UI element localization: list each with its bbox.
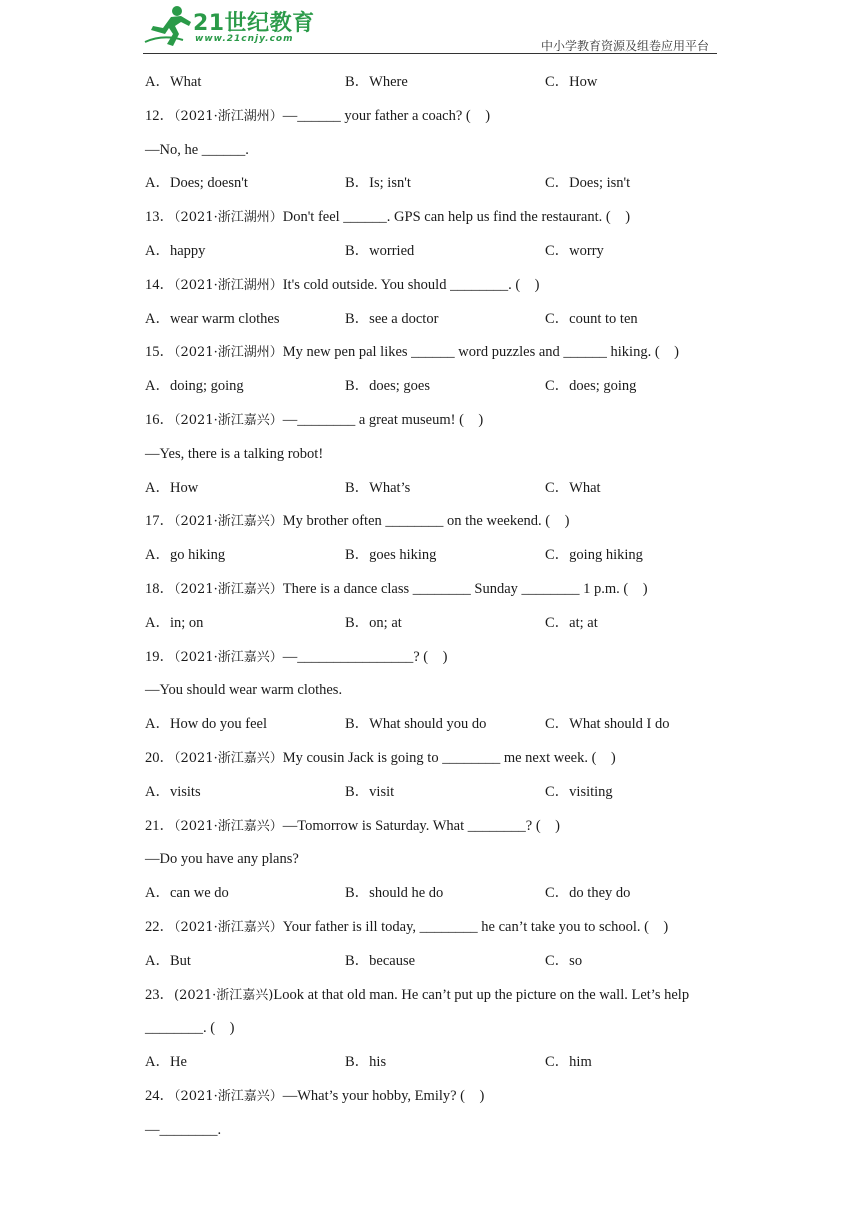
question-stem: [145, 577, 725, 611]
question-number: 17．: [145, 513, 174, 530]
answer-options: [145, 1050, 725, 1084]
question-text: Don't feel ______. GPS can help us find the restaurant. ( ): [282, 209, 631, 226]
dialogue-line: [145, 847, 725, 881]
option-b: B．visit: [345, 783, 395, 800]
logo-url: www.21cnjy.com: [195, 34, 294, 44]
option-c: C．him: [545, 1054, 592, 1071]
answer-options: [145, 239, 725, 273]
dialogue-text: —You should wear warm clothes.: [145, 682, 343, 699]
option-c: C．Does; isn't: [545, 175, 631, 192]
question-source: （2021·浙江湖州）: [174, 210, 283, 226]
question-stem: [145, 408, 725, 442]
dialogue-line: [145, 1016, 725, 1050]
question-source: （2021·浙江嘉兴）: [174, 581, 283, 597]
option-b: B．his: [345, 1054, 387, 1071]
option-c: C．worry: [545, 242, 604, 259]
question-number: 19．: [145, 648, 174, 665]
option-c: C．visiting: [545, 783, 613, 800]
dialogue-text: —Yes, there is a talking robot!: [145, 445, 324, 462]
question-text: —Tomorrow is Saturday. What ________? ( ): [282, 817, 560, 834]
option-b: B．goes hiking: [345, 547, 437, 564]
option-b: B．should he do: [345, 885, 444, 902]
dialogue-text: —Do you have any plans?: [145, 851, 299, 868]
question-list: [145, 70, 725, 1152]
option-c: C．do they do: [545, 885, 631, 902]
question-stem: [145, 983, 725, 1017]
answer-options: [145, 171, 725, 205]
option-a: A．He: [145, 1054, 187, 1071]
question-number: 21．: [145, 817, 174, 834]
header-divider: [143, 53, 717, 54]
question-text: My brother often ________ on the weekend. ( ): [282, 513, 570, 530]
question-number: 14．: [145, 276, 174, 293]
question-stem: [145, 915, 725, 949]
option-a: A．doing; going: [145, 378, 244, 395]
question-number: 22．: [145, 918, 174, 935]
question-number: 13．: [145, 209, 174, 226]
option-a: A．Does; doesn't: [145, 175, 248, 192]
option-a: A．How: [145, 479, 199, 496]
answer-options: [145, 70, 725, 104]
option-a: A．wear warm clothes: [145, 310, 280, 327]
logo-title: 21世纪教育: [193, 11, 315, 36]
question-number: 15．: [145, 344, 174, 361]
dialogue-text: ________. ( ): [145, 1020, 235, 1037]
runner-logo-icon: [143, 4, 195, 48]
dialogue-text: —No, he ______.: [145, 141, 249, 158]
question-source: （2021·浙江湖州）: [174, 345, 283, 361]
question-source: (2021·浙江嘉兴): [174, 987, 274, 1003]
option-b: B．Is; isn't: [345, 175, 411, 192]
question-stem: [145, 509, 725, 543]
question-source: （2021·浙江嘉兴）: [174, 412, 283, 428]
page-header: [143, 0, 717, 56]
answer-options: [145, 543, 725, 577]
logo: [143, 4, 318, 48]
question-source: （2021·浙江湖州）: [174, 108, 283, 124]
answer-options: [145, 611, 725, 645]
question-source: （2021·浙江嘉兴）: [174, 750, 283, 766]
option-b: B．on; at: [345, 614, 402, 631]
option-c: C．going hiking: [545, 547, 643, 564]
question-text: —________ a great museum! ( ): [282, 411, 484, 428]
question-stem: [145, 645, 725, 679]
option-a: A．happy: [145, 242, 206, 259]
option-b: B．What’s: [345, 479, 411, 496]
question-source: （2021·浙江嘉兴）: [174, 649, 283, 665]
platform-title: 中小学教育资源及组卷应用平台: [540, 39, 709, 53]
question-stem: [145, 814, 725, 848]
dialogue-line: [145, 1118, 725, 1152]
question-source: （2021·浙江嘉兴）: [174, 818, 283, 834]
question-text: —What’s your hobby, Emily? ( ): [282, 1087, 485, 1104]
dialogue-text: —________.: [145, 1121, 222, 1138]
option-c: C．at; at: [545, 614, 598, 631]
option-a: A．How do you feel: [145, 716, 268, 733]
option-a: A．can we do: [145, 885, 229, 902]
question-stem: [145, 340, 725, 374]
question-number: 24．: [145, 1087, 174, 1104]
question-text: —______ your father a coach? ( ): [282, 107, 491, 124]
question-stem: [145, 104, 725, 138]
option-a: A．in; on: [145, 614, 204, 631]
option-c: C．How: [545, 74, 598, 90]
question-text: Look at that old man. He can’t put up the picture on the wall. Let’s help: [273, 986, 690, 1003]
question-source: （2021·浙江湖州）: [174, 277, 283, 293]
question-stem: [145, 273, 725, 307]
question-text: —________________? ( ): [282, 648, 448, 665]
question-text: Your father is ill today, ________ he can’t take you to school. ( ): [282, 918, 669, 935]
option-c: C．so: [545, 952, 583, 969]
answer-options: [145, 374, 725, 408]
question-source: （2021·浙江嘉兴）: [174, 1088, 283, 1104]
option-c: C．does; going: [545, 378, 637, 395]
dialogue-line: [145, 138, 725, 172]
option-c: C．What: [545, 479, 601, 496]
answer-options: [145, 307, 725, 341]
answer-options: [145, 712, 725, 746]
question-source: （2021·浙江嘉兴）: [174, 919, 283, 935]
question-stem: [145, 1084, 725, 1118]
question-number: 18．: [145, 580, 174, 597]
question-number: 20．: [145, 749, 174, 766]
question-number: 16．: [145, 411, 174, 428]
option-a: A．What: [145, 74, 202, 90]
question-text: My cousin Jack is going to ________ me next week. ( ): [282, 749, 616, 766]
question-stem: [145, 205, 725, 239]
dialogue-line: [145, 678, 725, 712]
answer-options: [145, 780, 725, 814]
option-a: A．visits: [145, 783, 201, 800]
question-stem: [145, 746, 725, 780]
option-b: B．worried: [345, 242, 415, 259]
question-number: 12．: [145, 107, 174, 124]
option-a: A．go hiking: [145, 547, 226, 564]
answer-options: [145, 881, 725, 915]
option-b: B．because: [345, 952, 416, 969]
question-text: It's cold outside. You should ________. ( ): [282, 276, 540, 293]
dialogue-line: [145, 442, 725, 476]
question-text: My new pen pal likes ______ word puzzles and ______ hiking. ( ): [282, 344, 679, 361]
option-b: B．What should you do: [345, 716, 487, 733]
question-text: There is a dance class ________ Sunday ________ 1 p.m. ( ): [282, 580, 648, 597]
answer-options: [145, 476, 725, 510]
option-b: B．does; goes: [345, 378, 430, 395]
option-b: B．Where: [345, 74, 408, 90]
option-b: B．see a doctor: [345, 310, 439, 327]
answer-options: [145, 949, 725, 983]
question-number: 23．: [145, 986, 174, 1003]
option-a: A．But: [145, 952, 191, 969]
question-source: （2021·浙江嘉兴）: [174, 514, 283, 530]
option-c: C．count to ten: [545, 310, 638, 327]
option-c: C．What should I do: [545, 716, 670, 733]
